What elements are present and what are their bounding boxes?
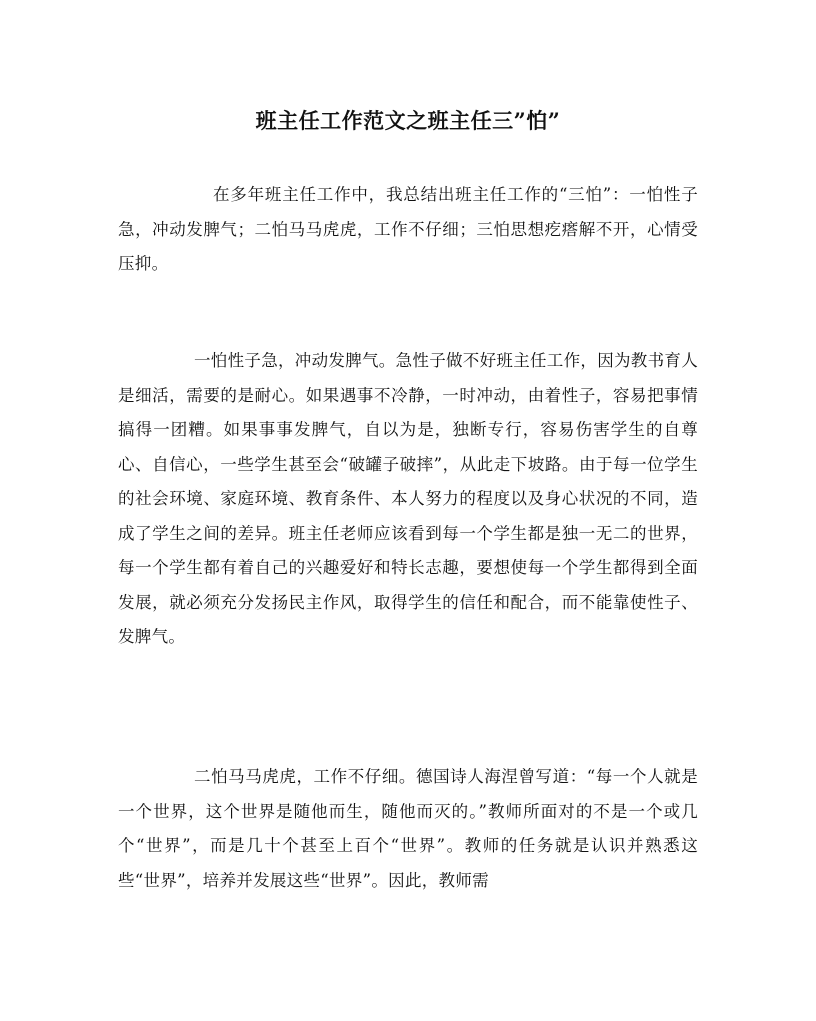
paragraph-second-fear: 二怕马马虎虎，工作不仔细。德国诗人海涅曾写道：“每一个人就是一个世界，这个世界是随他而生，随他而灭的。”教师所面对的不是一个或几个“世界”，而是几十个甚至上百个“世界”。教师的任务就是认识并熟悉这些“世界”，培养并发展这些“世界”。因此，教师需	[118, 767, 698, 890]
document-title: 班主任工作范文之班主任三”怕”	[255, 108, 561, 133]
paragraph-first-fear: 一怕性子急，冲动发脾气。急性子做不好班主任工作，因为教书育人是细活，需要的是耐心。如果遇事不冷静，一时冲动，由着性子，容易把事情搞得一团糟。如果事事发脾气，自以为是，独断专行，容易伤害学生的自尊心、自信心，一些学生甚至会“破罐子破摔”，从此走下坡路。由于每一位学生的社会环境、家庭环境、教育条件、本人努力的程度以及身心状况的不同，造成了学生之间的差异。班主任老师应该看到每一个学生都是独一无二的世界，每一个学生都有着自己的兴趣爱好和特长志趣，要想使每一个学生都得到全面发展，就必须充分发扬民主作风，取得学生的信任和配合，而不能靠使性子、发脾气。	[118, 351, 698, 646]
paragraph-intro: 在多年班主任工作中，我总结出班主任工作的“三怕”：一怕性子急，冲动发脾气；二怕马马虎虎，工作不仔细；三怕思想疙瘩解不开，心情受压抑。	[118, 185, 698, 273]
